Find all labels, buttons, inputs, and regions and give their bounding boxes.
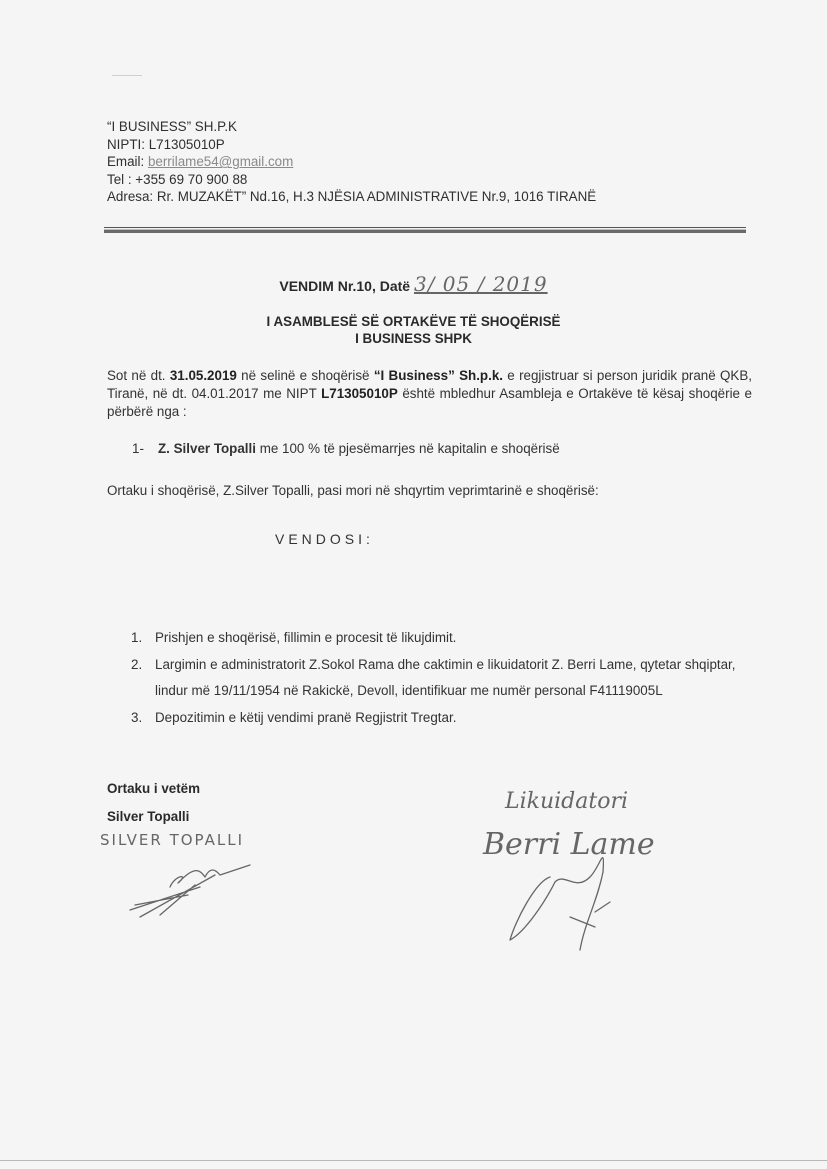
decision-text: Depozitimin e këtij vendimi pranë Regjistrit Tregtar. xyxy=(155,709,457,725)
handwritten-liquidator-role: Likuidatori xyxy=(505,789,629,814)
member-name: Z. Silver Topalli xyxy=(158,441,256,456)
intro-text-4: është mbledhur Asambleja e Ortakëve të kësaj shoqërie e përbërë nga : xyxy=(107,386,752,419)
page-bottom-edge xyxy=(0,1160,827,1161)
scan-artifact-mark xyxy=(112,75,142,76)
signer-role: Ortaku i vetëm xyxy=(107,781,201,796)
intro-text-1: Sot në dt. xyxy=(107,368,170,383)
intro-text-2: në selinë e shoqërisë xyxy=(236,368,374,383)
decision-subtitle xyxy=(0,313,827,347)
email-link[interactable]: berrilame54@gmail.com xyxy=(147,154,294,170)
handwritten-partner-name: SILVER TOPALLI xyxy=(100,831,245,849)
address-value: Rr. MUZAKËT” Nd.16, H.3 NJËSIA ADMINISTRATIVE Nr.9, 1016 TIRANË xyxy=(156,189,597,205)
email-label: Email: xyxy=(107,154,145,170)
partner-statement: Ortaku i shoqërisë, Z.Silver Topalli, pasi mori në shqyrtim veprimtarinë e shoqërisë: xyxy=(107,483,599,498)
company-name: “I BUSINESS” SH.P.K xyxy=(107,119,237,134)
member-share-text: me 100 % të pjesëmarrjes në kapitalin e shoqërisë xyxy=(255,441,560,456)
signature-stroke xyxy=(510,858,603,950)
tel-label: Tel : xyxy=(107,171,132,187)
subtitle-line-1: I ASAMBLESË SË ORTAKËVE TË SHOQËRISË xyxy=(266,314,561,329)
intro-paragraph xyxy=(107,367,752,421)
header-divider xyxy=(104,229,746,233)
decision-text: Largimin e administratorit Z.Sokol Rama dhe caktimin e likuidatorit Z. Berri Lame, qytetar shqiptar, lindur më 19/11/1954 në Rakickë, Devoll, identifikuar me numër personal F41119005L xyxy=(155,656,736,698)
handwritten-date: 3/ 05 / 2019 xyxy=(413,272,548,296)
nipt-value: L71305010P xyxy=(148,136,225,152)
member-list-item xyxy=(132,441,560,456)
decision-number: 2. xyxy=(131,656,143,672)
decision-number: 3. xyxy=(131,709,143,725)
signature-stroke xyxy=(130,875,215,917)
signer-block xyxy=(107,775,200,831)
company-phone xyxy=(107,171,596,189)
company-name-bold: “I Business” Sh.p.k. xyxy=(373,368,503,383)
decision-text: Prishjen e shoqërisë, fillimin e procesit të likujdimit. xyxy=(155,630,457,645)
decision-item xyxy=(131,705,771,732)
signature-stroke xyxy=(170,865,250,887)
company-header xyxy=(107,118,596,206)
subtitle-line-2: I BUSINESS SHPK xyxy=(355,331,472,346)
decision-item xyxy=(131,652,771,705)
decision-title-prefix: VENDIM Nr.10, Datë xyxy=(279,278,411,294)
decision-item xyxy=(131,625,771,652)
liquidator-signature xyxy=(475,772,735,952)
tel-value: +355 69 70 900 88 xyxy=(135,171,248,187)
decision-title xyxy=(0,272,827,296)
meeting-date: 31.05.2019 xyxy=(169,368,237,383)
header-divider-thin xyxy=(104,227,746,228)
company-address xyxy=(107,188,596,206)
address-label: Adresa: xyxy=(107,189,154,205)
decision-number: 1. xyxy=(131,630,143,645)
intro-text-3: e regjistruar si person juridik pranë QKB, Tiranë, në dt. 04.01.2017 me NIPT xyxy=(107,368,752,401)
signer-name: Silver Topalli xyxy=(107,809,190,824)
decides-heading: VENDOSI: xyxy=(275,531,374,547)
partner-signature xyxy=(100,825,300,925)
company-email xyxy=(107,153,596,171)
handwritten-liquidator-name: Berri Lame xyxy=(483,827,655,862)
nipt-label: NIPTI: xyxy=(107,136,145,152)
nipt-bold: L71305010P xyxy=(321,386,398,401)
member-number: 1- xyxy=(132,441,144,456)
company-nipt xyxy=(107,136,596,154)
decisions-list xyxy=(131,625,771,731)
